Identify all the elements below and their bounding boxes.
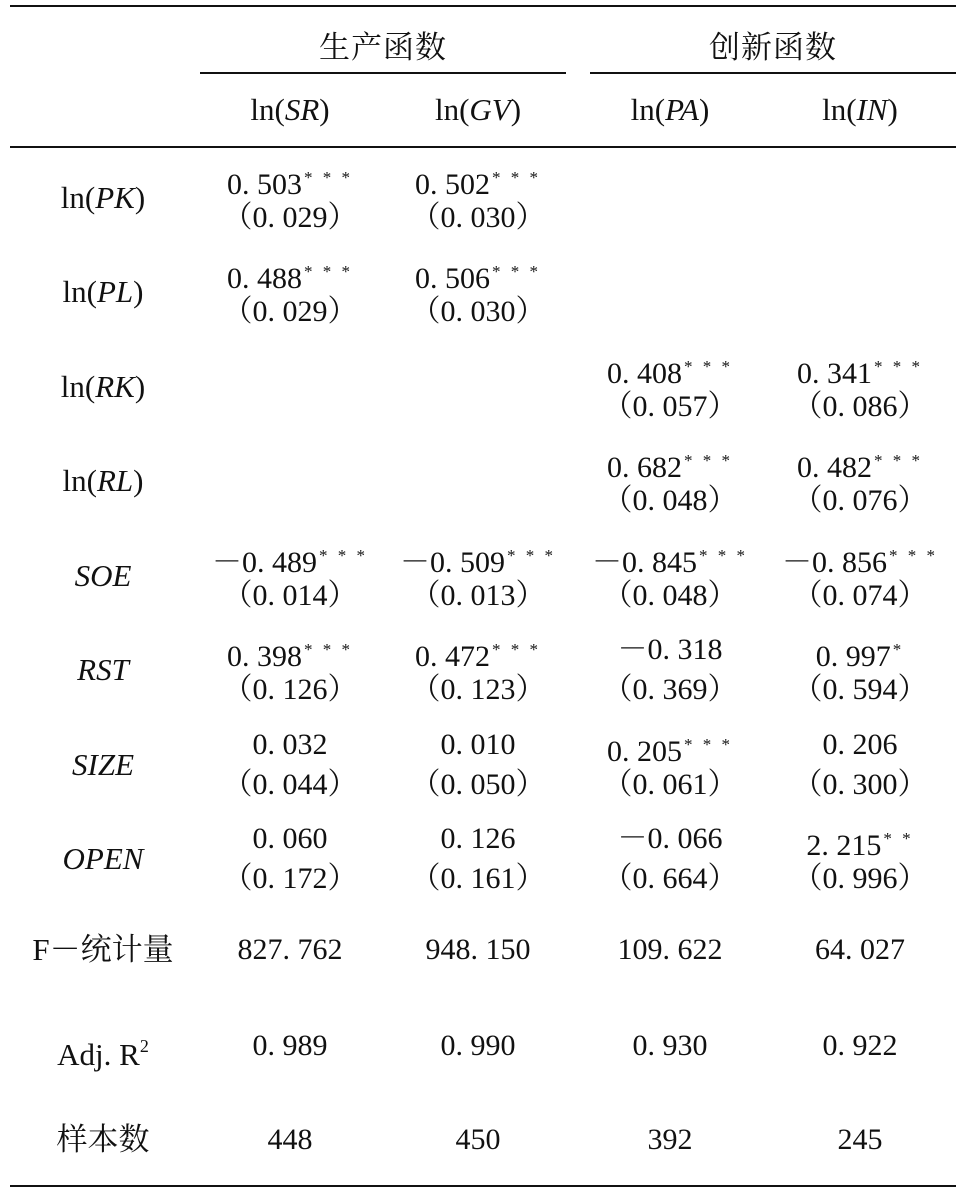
table-cell <box>384 252 572 332</box>
column-header-sr: ln(SR) <box>250 92 330 127</box>
table-cell <box>384 630 572 710</box>
coefficient <box>384 819 572 859</box>
standard-error: （0. 172） <box>222 862 358 895</box>
standard-error: （0. 044） <box>222 768 358 801</box>
significance-stars: * * * <box>684 735 733 754</box>
table-cell <box>576 536 764 616</box>
coefficient <box>196 819 384 859</box>
coefficient-value: 0. 398 <box>227 640 302 673</box>
standard-error: （0. 369） <box>602 673 738 706</box>
coefficient-value: 0. 060 <box>252 822 328 855</box>
row-label-var: SOE <box>74 558 132 593</box>
standard-error: （0. 050） <box>410 768 546 801</box>
standard-error: （0. 664） <box>602 862 738 895</box>
coefficient <box>196 252 384 295</box>
coefficient <box>576 819 764 859</box>
coefficient <box>384 158 572 201</box>
table-cell <box>576 630 764 710</box>
stat-label <box>10 1120 196 1160</box>
column-header-gv: ln(GV) <box>434 92 522 127</box>
stat-value: 109. 622 <box>617 933 723 966</box>
row-label-prefix: ln( <box>60 180 96 215</box>
table-cell <box>196 158 384 238</box>
stat-label-text: 样本数 <box>56 1122 150 1157</box>
significance-stars: * * <box>883 829 914 848</box>
coefficient <box>576 441 764 484</box>
group-rule-production <box>200 72 566 74</box>
standard-error: （0. 076） <box>792 484 928 517</box>
coefficient <box>766 441 954 484</box>
standard-error: （0. 300） <box>792 768 928 801</box>
coefficient <box>384 536 572 579</box>
significance-stars: * * * <box>684 451 733 470</box>
coefficient-value: 0. 682 <box>607 451 682 484</box>
row-label-var: RL <box>96 463 134 498</box>
stat-value: 448 <box>267 1123 313 1156</box>
standard-error: （0. 030） <box>410 295 546 328</box>
row-label-var: SIZE <box>72 747 134 782</box>
coefficient-value: 0. 502 <box>415 168 490 201</box>
table-cell <box>576 725 764 805</box>
table-cell <box>196 536 384 616</box>
coefficient <box>766 630 954 673</box>
coefficient-value: －0. 856 <box>782 546 887 579</box>
stat-value: 827. 762 <box>237 933 343 966</box>
row-label-suffix: ) <box>134 180 146 215</box>
row-label <box>10 839 196 879</box>
coefficient <box>576 347 764 390</box>
top-rule <box>10 5 956 7</box>
standard-error: （0. 030） <box>410 201 546 234</box>
coefficient-value: 0. 506 <box>415 262 490 295</box>
standard-error: （0. 014） <box>222 579 358 612</box>
table-cell <box>576 441 764 521</box>
row-label <box>10 650 196 690</box>
table-cell <box>766 347 954 427</box>
coefficient-value: －0. 318 <box>617 633 723 666</box>
table-cell <box>384 158 572 238</box>
significance-stars: * * * <box>874 357 923 376</box>
row-label-var: RST <box>77 652 129 687</box>
stat-label <box>10 1026 196 1075</box>
header-rule <box>10 146 956 148</box>
coefficient <box>766 819 954 862</box>
coefficient-value: 0. 010 <box>440 728 516 761</box>
coefficient-value: 0. 503 <box>227 168 302 201</box>
standard-error: （0. 996） <box>792 862 928 895</box>
significance-stars: * * * <box>507 546 556 565</box>
significance-stars: * * * <box>492 640 541 659</box>
significance-stars: * * * <box>874 451 923 470</box>
row-label-var: PK <box>95 180 135 215</box>
coefficient-value: 0. 472 <box>415 640 490 673</box>
significance-stars: * * * <box>699 546 748 565</box>
coefficient-value: 0. 488 <box>227 262 302 295</box>
bottom-rule <box>10 1185 956 1187</box>
coefficient <box>196 158 384 201</box>
significance-stars: * <box>892 640 905 659</box>
standard-error: （0. 123） <box>410 673 546 706</box>
table-cell <box>384 819 572 899</box>
table-cell <box>196 725 384 805</box>
significance-stars: * * * <box>304 168 353 187</box>
significance-stars: * * * <box>492 262 541 281</box>
table-cell <box>766 819 954 899</box>
row-label <box>10 178 196 218</box>
table-cell <box>196 630 384 710</box>
coefficient-value: －0. 845 <box>592 546 697 579</box>
standard-error: （0. 086） <box>792 390 928 423</box>
row-label-suffix: ) <box>133 463 144 498</box>
table-cell <box>766 441 954 521</box>
coefficient-value: 2. 215 <box>806 829 882 862</box>
significance-stars: * * * <box>304 262 353 281</box>
table-cell <box>384 536 572 616</box>
row-label-prefix: ln( <box>62 274 97 309</box>
coefficient-value: －0. 489 <box>212 546 317 579</box>
group-title-production: 生产函数 <box>319 30 447 65</box>
stat-value: 64. 027 <box>815 933 905 966</box>
standard-error: （0. 013） <box>410 579 546 612</box>
coefficient-value: －0. 066 <box>617 822 723 855</box>
significance-stars: * * * <box>684 357 733 376</box>
row-label-var: PL <box>96 274 134 309</box>
stat-value: 948. 150 <box>425 933 531 966</box>
row-label <box>10 367 196 407</box>
standard-error: （0. 029） <box>222 201 358 234</box>
stat-value: 245 <box>837 1123 883 1156</box>
table-cell <box>196 252 384 332</box>
table-cell <box>196 819 384 899</box>
stat-value: 0. 922 <box>822 1029 898 1062</box>
coefficient <box>766 347 954 390</box>
stat-label-superscript: 2 <box>139 1036 149 1056</box>
coefficient <box>576 725 764 768</box>
row-label-var: OPEN <box>62 841 144 876</box>
coefficient-value: 0. 032 <box>252 728 328 761</box>
significance-stars: * * * <box>319 546 368 565</box>
coefficient-value: 0. 341 <box>797 357 872 390</box>
group-rule-innovation <box>590 72 956 74</box>
coefficient-value: 0. 408 <box>607 357 682 390</box>
stat-label-text: Adj. R <box>57 1037 140 1072</box>
standard-error: （0. 029） <box>222 295 358 328</box>
row-label-prefix: ln( <box>60 369 96 404</box>
table-cell <box>766 630 954 710</box>
coefficient <box>196 536 384 579</box>
coefficient-value: 0. 126 <box>440 822 516 855</box>
standard-error: （0. 057） <box>602 390 738 423</box>
coefficient <box>196 630 384 673</box>
table-cell <box>766 725 954 805</box>
stat-value: 0. 989 <box>252 1029 328 1062</box>
row-label-suffix: ) <box>133 274 144 309</box>
significance-stars: * * * <box>492 168 541 187</box>
coefficient <box>576 536 764 579</box>
standard-error: （0. 594） <box>792 673 928 706</box>
row-label-var: RK <box>95 369 135 404</box>
stat-value: 0. 930 <box>632 1029 708 1062</box>
table-cell <box>576 347 764 427</box>
stat-label <box>10 930 196 970</box>
standard-error: （0. 074） <box>792 579 928 612</box>
coefficient <box>196 725 384 765</box>
table-cell <box>576 819 764 899</box>
coefficient <box>576 630 764 670</box>
coefficient <box>384 630 572 673</box>
coefficient-value: 0. 205 <box>607 735 682 768</box>
row-label-suffix: ) <box>134 369 146 404</box>
table-cell <box>766 536 954 616</box>
coefficient <box>384 252 572 295</box>
coefficient <box>384 725 572 765</box>
coefficient-value: －0. 509 <box>400 546 505 579</box>
row-label <box>10 556 196 596</box>
standard-error: （0. 161） <box>410 862 546 895</box>
row-label <box>10 461 196 501</box>
stat-value: 392 <box>647 1123 693 1156</box>
row-label-prefix: ln( <box>62 463 97 498</box>
coefficient-value: 0. 482 <box>797 451 872 484</box>
coefficient <box>766 725 954 765</box>
column-header-pa: ln(PA) <box>630 92 710 127</box>
column-header-in: ln(IN) <box>822 92 898 127</box>
row-label <box>10 745 196 785</box>
coefficient <box>766 536 954 579</box>
significance-stars: * * * <box>889 546 938 565</box>
stat-value: 0. 990 <box>440 1029 516 1062</box>
standard-error: （0. 048） <box>602 579 738 612</box>
table-cell <box>384 725 572 805</box>
coefficient-value: 0. 997 <box>815 640 891 673</box>
stat-value: 450 <box>455 1123 501 1156</box>
standard-error: （0. 126） <box>222 673 358 706</box>
coefficient-value: 0. 206 <box>822 728 898 761</box>
group-title-innovation: 创新函数 <box>709 30 837 65</box>
standard-error: （0. 061） <box>602 768 738 801</box>
row-label <box>10 272 196 312</box>
standard-error: （0. 048） <box>602 484 738 517</box>
significance-stars: * * * <box>304 640 353 659</box>
stat-label-text: F－统计量 <box>32 932 174 967</box>
